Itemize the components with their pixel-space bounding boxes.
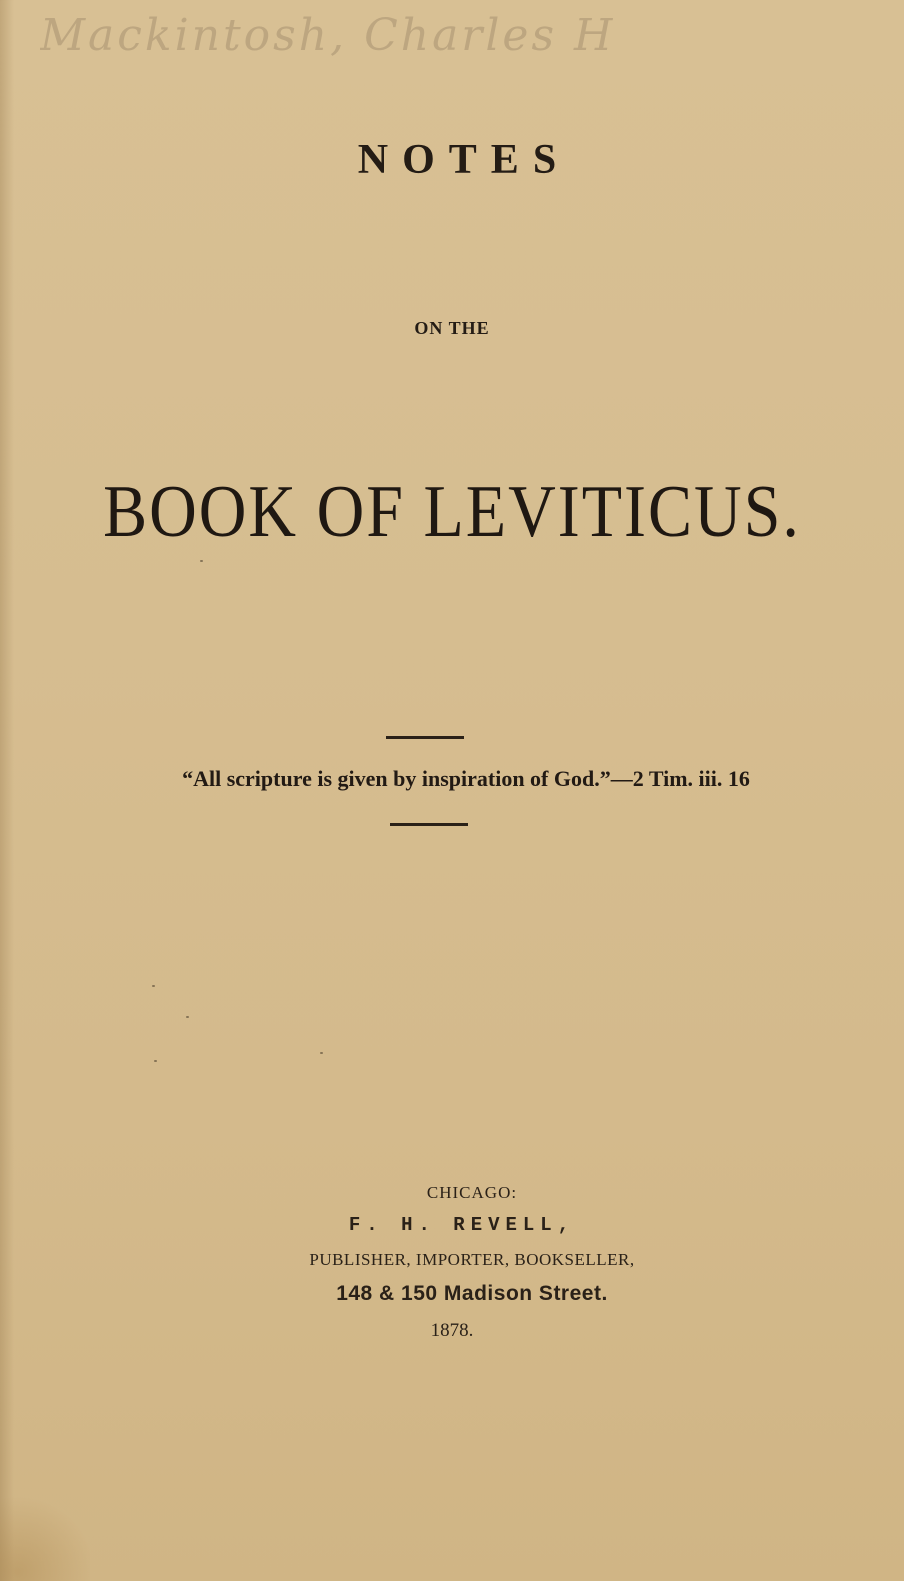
imprint-year: 1878. [430, 1320, 474, 1341]
main-title: BOOK OF LEVITICUS. [103, 471, 801, 553]
title-on-the: ON THE [414, 318, 490, 338]
imprint-publisher: F. H. REVELL, [348, 1214, 576, 1236]
page-stain [0, 1491, 90, 1581]
divider-rule-top [386, 736, 464, 739]
divider-rule-bottom [390, 823, 468, 826]
imprint-city: CHICAGO: [426, 1183, 518, 1202]
handwritten-annotation: Mackintosh, Charles H [40, 10, 616, 61]
imprint-publisher-role: PUBLISHER, IMPORTER, BOOKSELLER, [309, 1250, 635, 1269]
epigraph: “All scripture is given by inspiration of God.”—2 Tim. iii. 16 [182, 766, 750, 791]
imprint-address: 148 & 150 Madison Street. [336, 1282, 608, 1305]
title-notes: NOTES [357, 137, 571, 183]
